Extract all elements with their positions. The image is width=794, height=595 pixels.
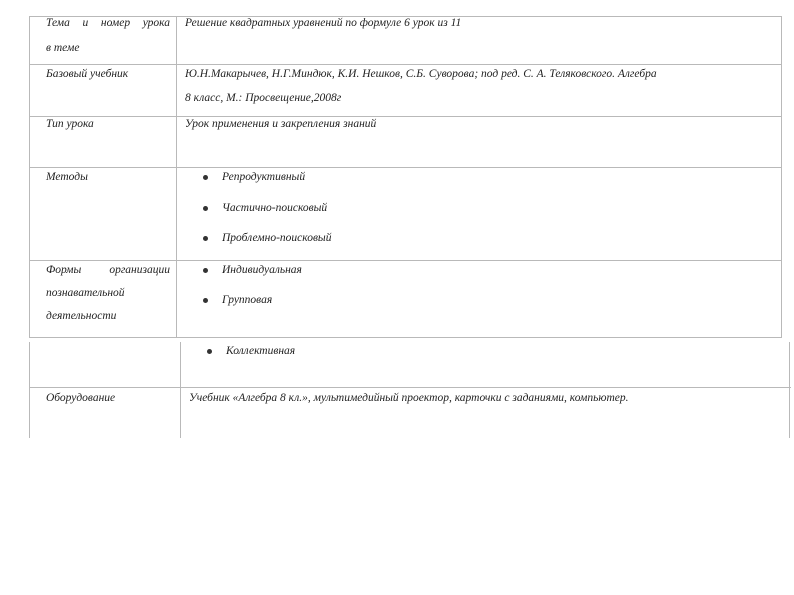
column-divider-left [29,16,30,338]
row-textbook-value-line: 8 класс, М.: Просвещение,2008г [185,92,342,104]
row-forms-label-line: познавательной [46,287,125,299]
bullet-icon [207,349,212,354]
row-methods-label: Методы [46,171,88,183]
list-item: Групповая [222,294,273,306]
list-item: Частично-поисковый [222,202,328,214]
row-equipment-label: Оборудование [46,392,116,404]
column-divider-middle [176,16,177,338]
row-textbook-value-line: Ю.Н.Макарычев, Н.Г.Миндюк, К.И. Нешков, С.Б. Суворова; под ред. С. А. Теляковского. Алгебра [185,68,657,80]
row-equipment-value: Учебник «Алгебра 8 кл.», мультимедийный проектор, карточки с заданиями, компьютер. [189,392,629,404]
bullet-icon [203,206,208,211]
bullet-icon [203,298,208,303]
column-divider-right [781,16,782,338]
column-divider-right [789,342,790,438]
column-divider-middle [180,342,181,438]
bullet-icon [203,268,208,273]
row-lesson-type-value: Урок применения и закрепления знаний [185,118,377,130]
row-lesson-type-label: Тип урока [46,118,94,130]
row-divider [29,116,781,117]
row-topic-value: Решение квадратных уравнений по формуле 6 урок из 11 [185,17,462,29]
list-item: Индивидуальная [222,264,302,276]
bullet-icon [203,236,208,241]
bullet-icon [203,175,208,180]
row-forms-label-line: Формы организации [46,264,170,276]
list-item: Коллективная [226,345,296,357]
row-divider [29,337,781,338]
row-forms-label-line: деятельности [46,310,117,322]
row-textbook-label: Базовый учебник [46,68,129,80]
column-divider-left [29,342,30,438]
list-item: Репродуктивный [222,171,306,183]
list-item: Проблемно-поисковый [222,232,332,244]
row-topic-label-line: в теме [46,42,80,54]
row-divider [29,167,781,168]
row-topic-label-line: Тема и номер урока [46,17,170,29]
